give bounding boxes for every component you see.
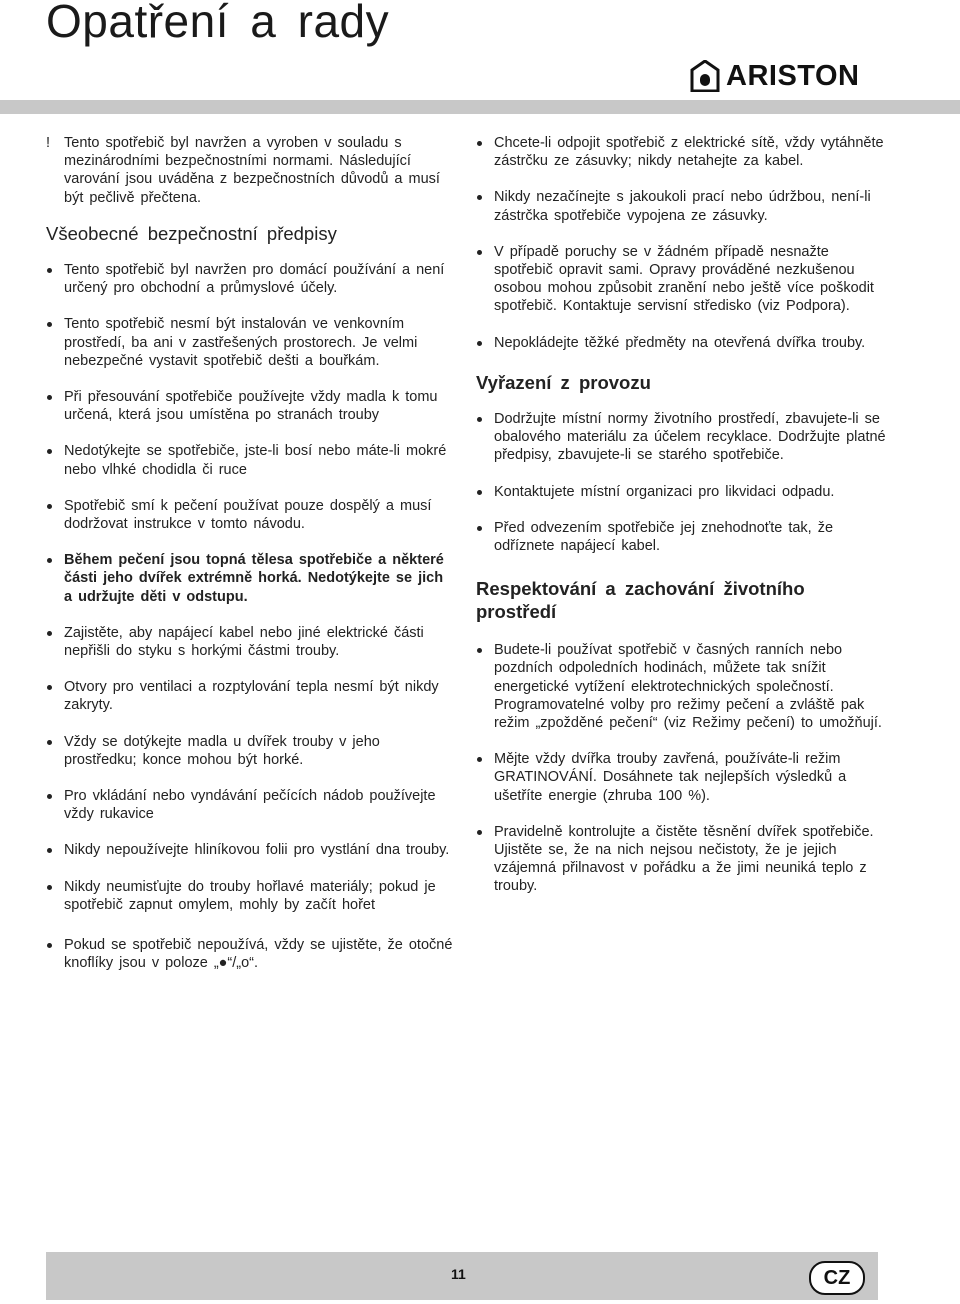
list-item (46, 841, 456, 859)
bullet-icon (47, 322, 52, 327)
list-item (476, 483, 886, 501)
list-item-text: Nikdy nezačínejte s jakoukoli prací nebo údržbou, není-li zástrčka spotřebiče vypojena ze zásuvky. (494, 189, 871, 224)
bullet-icon (477, 757, 482, 762)
warning-mark: ! (46, 135, 51, 151)
list-item (46, 733, 456, 769)
bullet-icon (477, 830, 482, 835)
list-item (46, 315, 456, 370)
bullet-icon (47, 943, 52, 948)
list-item-hot-warning (46, 551, 456, 606)
environment-list (476, 641, 886, 895)
list-item-text: Před odvezením spotřebiče jej znehodnoťte tak, že odříznete napájecí kabel. (494, 519, 834, 555)
bullet-icon (47, 631, 52, 636)
bullet-icon (477, 341, 482, 346)
list-item-text: Vždy se dotýkejte madla u dvířek trouby v jeho prostředku; konce mohou být horké. (64, 733, 380, 768)
list-item (46, 878, 456, 914)
list-item (476, 823, 886, 896)
list-item (46, 787, 456, 823)
list-item (476, 750, 886, 805)
list-item (476, 188, 886, 224)
brand-name: ARISTON (726, 59, 860, 92)
list-item (476, 641, 886, 732)
list-item (476, 334, 886, 352)
list-item (46, 936, 456, 972)
bullet-icon (47, 268, 52, 273)
safety-list-continued (476, 134, 886, 352)
list-item-text: Kontaktujete místní organizaci pro likvidaci odpadu. (494, 483, 835, 500)
list-item (46, 388, 456, 424)
list-item-text: V případě poruchy se v žádném případě nesnažte spotřebič opravit sami. Opravy prováděné nezkušenou osobou mohou způsobit zranění nebo ještě více poškodit spotřebič. Kontaktuje servisní středisko (viz Podpora). (494, 243, 874, 315)
list-item (476, 410, 886, 465)
list-item-text: Při přesouvání spotřebiče používejte vždy madla k tomu určená, která jsou umístěna po stranách trouby (64, 389, 438, 424)
list-item (46, 497, 456, 533)
section-heading-environment: Respektování a zachování životního prostředí (476, 578, 805, 623)
intro-text: Tento spotřebič byl navržen a vyroben v souladu s mezinárodními bezpečnostními normami. Následující varování jsou uváděna z bezpečnostních důvodů a musí být pečlivě přečtena. (64, 135, 440, 206)
list-item (46, 624, 456, 660)
right-column (476, 134, 886, 914)
bullet-icon (47, 740, 52, 745)
bullet-icon (47, 558, 52, 563)
brand-logo (690, 58, 880, 94)
bullet-icon (47, 794, 52, 799)
bullet-icon (477, 417, 482, 422)
list-item-text: Nedotýkejte se spotřebiče, jste-li bosí nebo máte-li mokré nebo vlhké chodidla či ruce (64, 443, 447, 478)
list-item-text: Zajistěte, aby napájecí kabel nebo jiné elektrické části nepřišli do styku s horkými částmi trouby. (64, 624, 424, 660)
bullet-icon (477, 648, 482, 653)
list-item-text: Nepokládejte těžké předměty na otevřená dvířka trouby. (494, 334, 866, 351)
list-item (476, 134, 886, 170)
bullet-icon (47, 449, 52, 454)
list-item-text: Spotřebič smí k pečení používat pouze dospělý a musí dodržovat instrukce v tomto návodu. (64, 497, 432, 533)
list-item-text: Mějte vždy dvířka trouby zavřená, používáte-li režim GRATINOVÁNÍ. Dosáhnete tak nejlepších výsledků a ušetříte energie (zhruba 100 %). (494, 751, 847, 804)
page-number: 11 (451, 1266, 466, 1282)
list-item-text: Otvory pro ventilaci a rozptylování tepla nesmí být nikdy zakryty. (64, 679, 439, 714)
header-bar (0, 100, 960, 114)
list-item-text: Nikdy nepoužívejte hliníkovou folii pro vystlání dna trouby. (64, 842, 450, 859)
list-item-text: Během pečení jsou topná tělesa spotřebiče a některé části jeho dvířek extrémně horká. Nedotýkejte se jich a udržujte děti v odstupu. (64, 552, 444, 605)
list-item-text: Dodržujte místní normy životního prostředí, zbavujete-li se obalového materiálu za účelem recyklace. Dodržujte platné předpisy, zbavujete-li se starého spotřebiče. (494, 411, 886, 464)
list-item-text: Tento spotřebič nesmí být instalován ve venkovním prostředí, ba ani v zastřešených prostorech. Je velmi nebezpečné vystavit spotřebič dešti a bouřkám. (64, 316, 418, 369)
list-item (476, 243, 886, 316)
list-item-text: Budete-li používat spotřebič v časných ranních nebo pozdních odpoledních hodinách, můžete tak snížit energetické vytížení elektrotechnických společností. Programovatelné volby pro režimy pečení a zvláště pak režim „zpožděné pečení“ (viz Režimy pečení) to umožňují. (494, 642, 882, 732)
list-item (476, 519, 886, 555)
list-item-text: Pravidelně kontrolujte a čistěte těsnění dvířek spotřebiče. Ujistěte se, že na nich nejsou nečistoty, že je jejich vzájemná přilnavost v pořádku a že jimi neuniká teplo z trouby. (494, 823, 874, 895)
disposal-list (476, 410, 886, 555)
intro-warning (46, 134, 456, 207)
list-item-text: Chcete-li odpojit spotřebič z elektrické sítě, vždy vytáhněte zástrčku ze zásuvky; nikdy netahejte za kabel. (494, 135, 884, 170)
bullet-icon (47, 848, 52, 853)
section-heading-disposal: Vyřazení z provozu (476, 371, 651, 393)
list-item-text: Nikdy neumisťujte do trouby hořlavé materiály; pokud je spotřebič zapnut omylem, mohly by začít hořet (64, 878, 436, 913)
left-column (46, 134, 456, 991)
bullet-icon (477, 141, 482, 146)
list-item (46, 678, 456, 714)
bullet-icon (47, 395, 52, 400)
bullet-icon (47, 685, 52, 690)
list-item-text: Tento spotřebič byl navržen pro domácí používání a není určený pro obchodní a průmyslové účely. (64, 262, 445, 297)
bullet-icon (47, 885, 52, 890)
list-item (46, 442, 456, 478)
bullet-icon (477, 195, 482, 200)
list-item-text: Pro vkládání nebo vyndávání pečících nádob používejte vždy rukavice (64, 788, 436, 823)
house-logo-icon (690, 60, 720, 92)
bullet-icon (47, 504, 52, 509)
section-heading-general-safety: Všeobecné bezpečnostní předpisy (46, 222, 337, 244)
language-badge: CZ (809, 1261, 865, 1295)
bullet-icon (477, 526, 482, 531)
list-item (46, 261, 456, 297)
bullet-icon (477, 490, 482, 495)
bullet-icon (477, 250, 482, 255)
page-footer (46, 1252, 878, 1300)
general-safety-list (46, 261, 456, 972)
page-title: Opatření a rady (46, 0, 390, 47)
list-item-text: Pokud se spotřebič nepoužívá, vždy se ujistěte, že otočné knoflíky jsou v poloze „●“/„o“. (64, 937, 453, 972)
